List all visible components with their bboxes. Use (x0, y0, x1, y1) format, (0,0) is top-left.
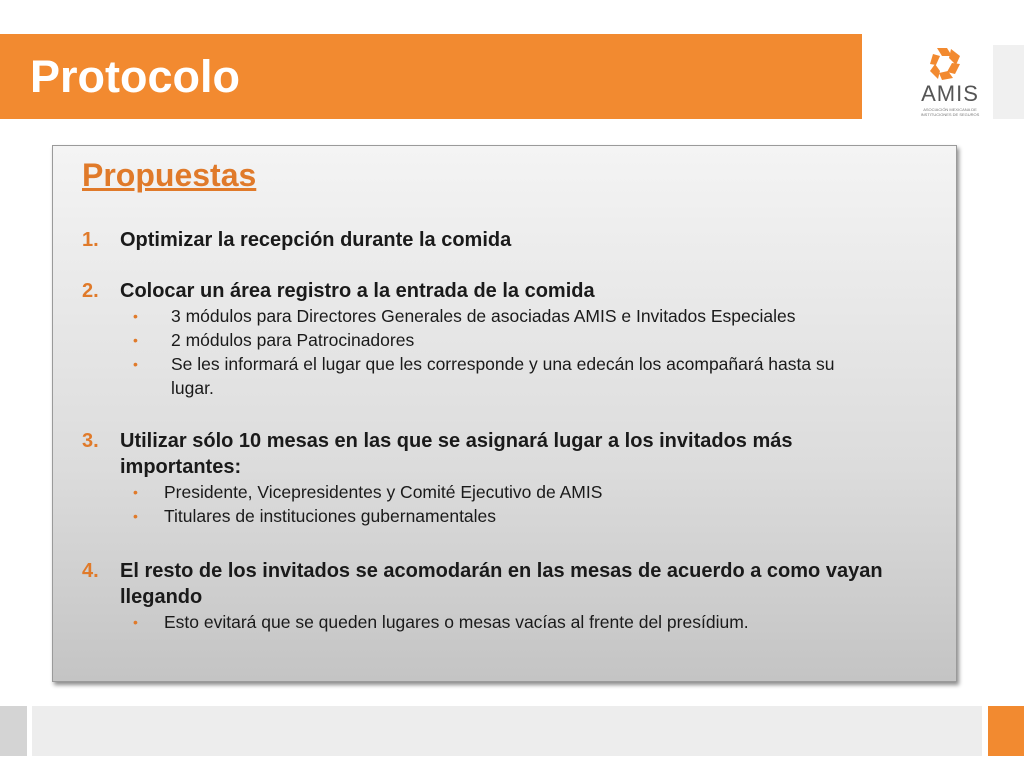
bullet-item (82, 304, 932, 328)
item-text: Utilizar sólo 10 mesas en las que se asignará lugar a los invitados más importantes: (120, 430, 793, 478)
bullet-text: 2 módulos para Patrocinadores (171, 330, 415, 350)
footer-right-block (988, 706, 1024, 756)
slide-title: Protocolo (30, 51, 240, 102)
bullet-icon: • (133, 308, 138, 324)
bullet-item (82, 504, 932, 528)
bullet-icon: • (133, 356, 138, 372)
item-number: 1. (82, 229, 99, 251)
footer-bar (32, 706, 982, 756)
item-number: 3. (82, 430, 99, 452)
logo-subtitle: ASOCIACIÓN MEXICANA DE INSTITUCIONES DE SEGUROS (920, 107, 980, 117)
amis-logo (905, 44, 987, 124)
footer-left-block (0, 706, 27, 756)
list-item (82, 428, 932, 528)
list-item (82, 278, 932, 400)
right-edge-strip (993, 45, 1024, 119)
list-item (82, 227, 932, 253)
bullet-item (82, 328, 932, 352)
list-item (82, 558, 932, 634)
bullet-icon: • (133, 508, 138, 524)
logo-wordmark: AMIS (921, 81, 979, 106)
bullet-icon: • (133, 484, 138, 500)
item-text: El resto de los invitados se acomodarán en las mesas de acuerdo a como vayan llegando (120, 560, 883, 608)
item-number: 2. (82, 280, 99, 302)
bullet-text: Titulares de instituciones gubernamentales (164, 506, 497, 526)
item-text: Colocar un área registro a la entrada de la comida (120, 280, 595, 302)
bullet-text: Se les informará el lugar que les corresponde y una edecán los acompañará hasta su lugar. (171, 354, 835, 398)
bullet-text: 3 módulos para Directores Generales de asociadas AMIS e Invitados Especiales (171, 306, 796, 326)
bullet-icon: • (133, 614, 138, 630)
bullet-icon: • (133, 332, 138, 348)
panel-heading: Propuestas (82, 157, 257, 193)
item-text: Optimizar la recepción durante la comida (120, 229, 512, 251)
hexagon-logo-icon (927, 46, 965, 82)
bullet-item (82, 352, 851, 400)
bullet-item (82, 610, 932, 634)
bullet-text: Esto evitará que se queden lugares o mesas vacías al frente del presídium. (164, 612, 749, 632)
bullet-text: Presidente, Vicepresidentes y Comité Ejecutivo de AMIS (164, 482, 603, 502)
bullet-item (82, 480, 932, 504)
item-number: 4. (82, 560, 99, 582)
